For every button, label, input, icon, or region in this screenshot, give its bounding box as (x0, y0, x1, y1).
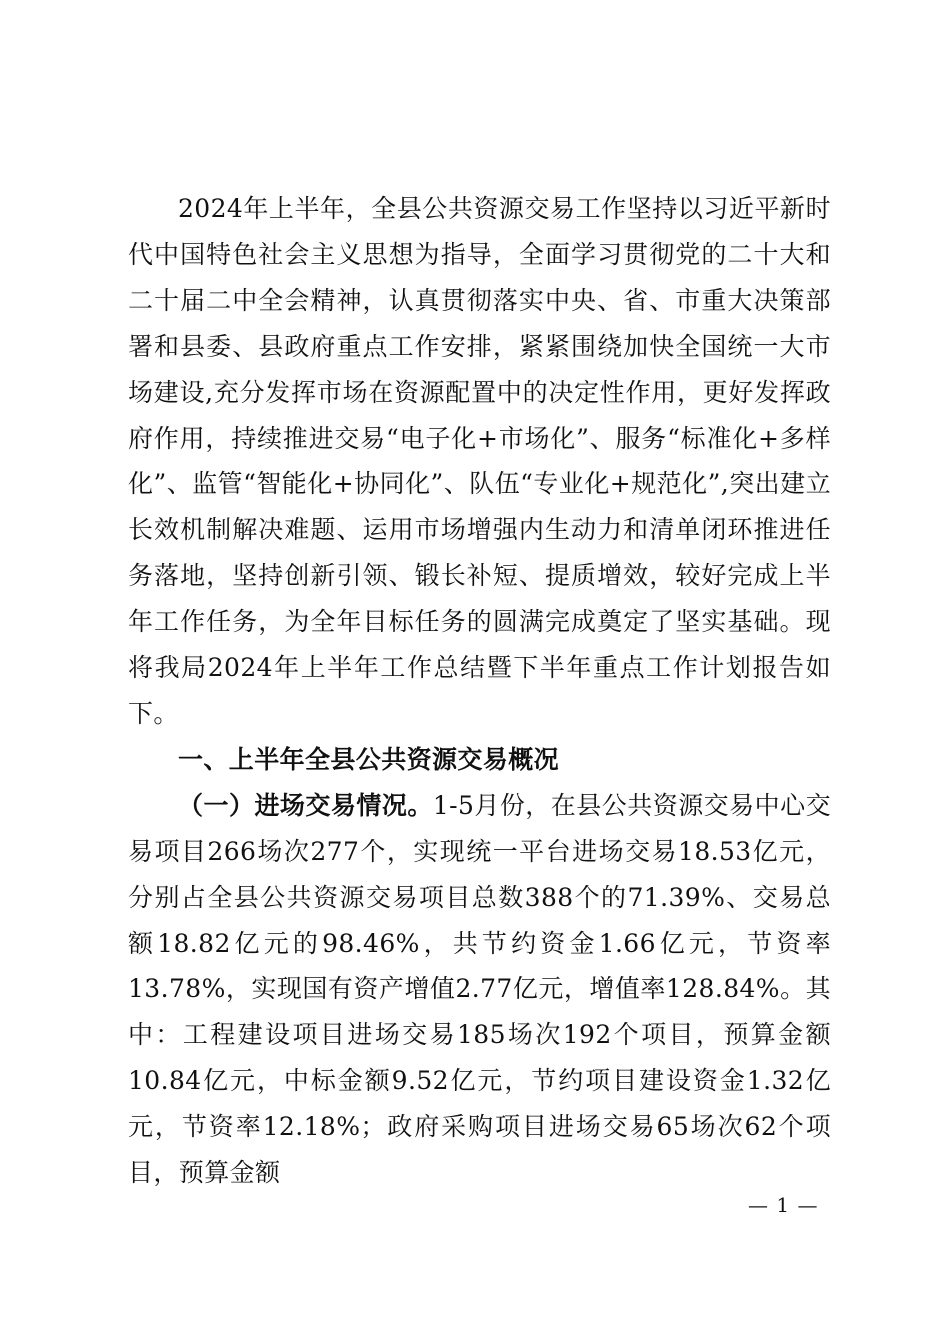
subsection-title: （一）进场交易情况。 (178, 790, 433, 820)
intro-paragraph: 2024年上半年，全县公共资源交易工作坚持以习近平新时代中国特色社会主义思想为指导，全面学习贯彻党的二十大和二十届二中全会精神，认真贯彻落实中央、省、市重大决策部署和县委、县政府重点工作安排，紧紧围绕加快全国统一大市场建设,充分发挥市场在资源配置中的决定性作用，更好发挥政府作用，持续推进交易“电子化+市场化”、服务“标准化+多样化”、监管“智能化+协同化”、队伍“专业化+规范化”,突出建立长效机制解决难题、运用市场增强内生动力和清单闭环推进任务落地，坚持创新引领、锻长补短、提质增效，较好完成上半年工作任务，为全年目标任务的圆满完成奠定了坚实基础。现将我局2024年上半年工作总结暨下半年重点工作计划报告如下。 (128, 194, 831, 728)
document-page (128, 186, 831, 1196)
subsection-text: 1-5月份，在县公共资源交易中心交易项目266场次277个，实现统一平台进场交易18.53亿元，分别占全县公共资源交易项目总数388个的71.39%、交易总额18.82亿元的98.46%，共节约资金1.66亿元，节资率13.78%，实现国有资产增值2.77亿元，增值率128.84%。其中：工程建设项目进场交易185场次192个项目，预算金额10.84亿元，中标金额9.52亿元，节约项目建设资金1.32亿元，节资率12.18%；政府采购项目进场交易65场次62个项目，预算金额 (128, 790, 831, 1188)
section-heading: 一、上半年全县公共资源交易概况 (178, 744, 560, 774)
subsection-paragraph (128, 783, 831, 1196)
page-number: — 1 — (748, 1193, 819, 1217)
